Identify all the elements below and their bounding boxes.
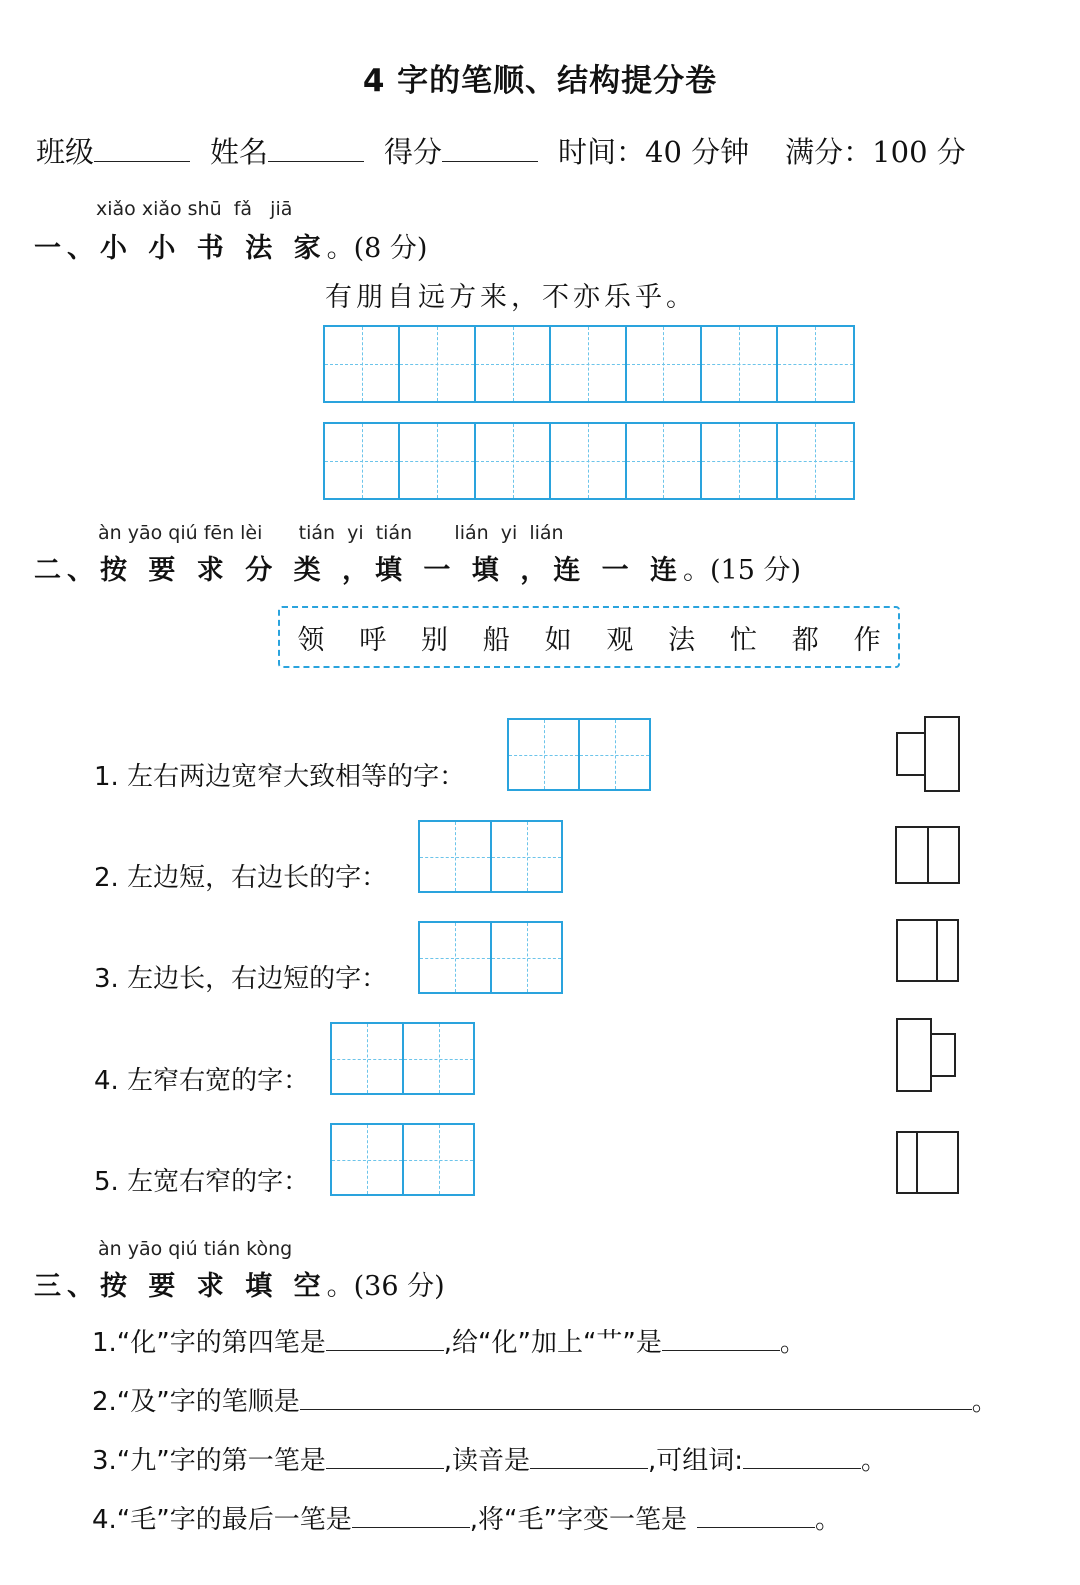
structure-box-left bbox=[896, 919, 938, 982]
writing-grid-row-1[interactable] bbox=[323, 325, 855, 403]
grid-cell[interactable] bbox=[492, 923, 561, 992]
word-bank-char[interactable]: 法 bbox=[668, 624, 696, 656]
copy-sentence: 有朋自远方来，不亦乐乎。 bbox=[325, 282, 697, 313]
time-text: 时间：40 分钟 bbox=[558, 135, 750, 169]
classify-question-1: 1. 左右两边宽窄大致相等的字： bbox=[94, 762, 466, 792]
section3-score: 。(36 分) bbox=[326, 1271, 445, 1302]
class-blank[interactable] bbox=[94, 135, 190, 162]
structure-box-left bbox=[896, 1131, 918, 1194]
word-bank-char[interactable]: 呼 bbox=[359, 624, 387, 656]
grid-cell[interactable] bbox=[476, 424, 551, 498]
grid-cell[interactable] bbox=[404, 1024, 473, 1093]
section2-title-text: 二、按 要 求 分 类 ，填 一 填 ，连 一 连 bbox=[34, 555, 683, 586]
section1-pinyin: xiǎo xiǎo shū fǎ jiā bbox=[96, 198, 293, 220]
fill-q3-text-c: ,可组词: bbox=[648, 1446, 744, 1476]
fill-blank[interactable] bbox=[300, 1385, 972, 1410]
fill-blank[interactable] bbox=[530, 1444, 648, 1469]
structure-box-right bbox=[930, 1033, 956, 1077]
word-bank-char[interactable]: 忙 bbox=[729, 624, 757, 656]
grid-cell[interactable] bbox=[778, 327, 853, 401]
classify-question-5: 5. 左宽右窄的字： bbox=[94, 1167, 310, 1197]
classify-question-2: 2. 左边短，右边长的字： bbox=[94, 863, 388, 893]
word-bank-char[interactable]: 船 bbox=[482, 624, 510, 656]
page-title: 4 字的笔顺、结构提分卷 bbox=[362, 63, 718, 99]
fill-blank[interactable] bbox=[326, 1444, 444, 1469]
fill-q1-text-a: 1.“化”字的第四笔是 bbox=[92, 1328, 326, 1358]
name-blank[interactable] bbox=[268, 135, 364, 162]
grid-cell[interactable] bbox=[551, 424, 626, 498]
grid-cell[interactable] bbox=[420, 923, 492, 992]
grid-cell[interactable] bbox=[627, 327, 702, 401]
fill-question-4 bbox=[92, 1499, 841, 1536]
grid-cell[interactable] bbox=[702, 424, 777, 498]
grid-cell[interactable] bbox=[778, 424, 853, 498]
header-info bbox=[36, 130, 966, 171]
section2-score: 。(15 分) bbox=[683, 555, 802, 586]
grid-cell[interactable] bbox=[702, 327, 777, 401]
answer-grid-2[interactable] bbox=[418, 820, 563, 893]
section3-title-text: 三、按 要 求 填 空 bbox=[34, 1271, 327, 1302]
fill-q3-text-a: 3.“九”字的第一笔是 bbox=[92, 1446, 326, 1476]
period: 。 bbox=[779, 1328, 806, 1358]
fill-blank[interactable] bbox=[352, 1503, 470, 1528]
writing-grid-row-2[interactable] bbox=[323, 422, 855, 500]
grid-cell[interactable] bbox=[325, 424, 400, 498]
word-bank-char[interactable]: 如 bbox=[544, 624, 572, 656]
grid-cell[interactable] bbox=[404, 1125, 473, 1194]
grid-cell[interactable] bbox=[492, 822, 561, 891]
period: 。 bbox=[814, 1505, 841, 1535]
grid-cell[interactable] bbox=[325, 327, 400, 401]
grid-cell[interactable] bbox=[420, 822, 492, 891]
fill-q3-text-b: ,读音是 bbox=[443, 1446, 531, 1476]
structure-box-left bbox=[895, 826, 929, 884]
grid-cell[interactable] bbox=[332, 1125, 404, 1194]
section1-score: 。(8 分) bbox=[326, 233, 428, 264]
fill-blank[interactable] bbox=[743, 1444, 861, 1469]
structure-box-right bbox=[936, 919, 959, 982]
fill-q2-text: 2.“及”字的笔顺是 bbox=[92, 1387, 300, 1417]
class-field bbox=[36, 130, 190, 171]
name-field bbox=[210, 130, 364, 171]
word-bank-char[interactable]: 领 bbox=[297, 624, 325, 656]
answer-grid-3[interactable] bbox=[418, 921, 563, 994]
structure-box-right bbox=[924, 716, 960, 792]
structure-diagram-left-long-right-short[interactable] bbox=[896, 1018, 960, 1092]
section3-title bbox=[34, 1264, 445, 1303]
classify-question-3: 3. 左边长，右边短的字： bbox=[94, 964, 388, 994]
fill-q1-text-b: ,给“化”加上“艹”是 bbox=[443, 1328, 662, 1358]
section2-pinyin: àn yāo qiú fēn lèi tián yi tián lián yi lián bbox=[98, 522, 564, 544]
grid-cell[interactable] bbox=[551, 327, 626, 401]
answer-grid-4[interactable] bbox=[330, 1022, 475, 1095]
name-label: 姓名 bbox=[210, 135, 269, 169]
section2-title bbox=[34, 548, 801, 587]
fill-blank[interactable] bbox=[326, 1326, 444, 1351]
answer-grid-1[interactable] bbox=[507, 718, 651, 791]
answer-grid-5[interactable] bbox=[330, 1123, 475, 1196]
fill-q4-text-b: ,将“毛”字变一笔是 bbox=[469, 1505, 687, 1535]
score-field bbox=[384, 130, 538, 171]
structure-box-right bbox=[927, 826, 960, 884]
structure-diagram-left-short-right-long[interactable] bbox=[896, 716, 960, 792]
grid-cell[interactable] bbox=[627, 424, 702, 498]
structure-diagram-narrow-wide[interactable] bbox=[896, 1131, 959, 1194]
period: 。 bbox=[861, 1446, 888, 1476]
word-bank-char[interactable]: 观 bbox=[606, 624, 634, 656]
fill-q4-text-a: 4.“毛”字的最后一笔是 bbox=[92, 1505, 352, 1535]
word-bank bbox=[278, 606, 900, 668]
period: 。 bbox=[971, 1387, 998, 1417]
word-bank-char[interactable]: 作 bbox=[853, 624, 881, 656]
word-bank-char[interactable]: 别 bbox=[420, 624, 448, 656]
fill-question-2 bbox=[92, 1381, 998, 1418]
full-score-text: 满分：100 分 bbox=[785, 135, 966, 169]
score-label: 得分 bbox=[384, 135, 443, 169]
score-blank[interactable] bbox=[442, 135, 538, 162]
structure-diagram-equal-halves[interactable] bbox=[895, 826, 960, 884]
grid-cell[interactable] bbox=[332, 1024, 404, 1093]
classify-question-4: 4. 左窄右宽的字： bbox=[94, 1066, 310, 1096]
grid-cell[interactable] bbox=[400, 327, 475, 401]
fill-question-1 bbox=[92, 1322, 806, 1359]
class-label: 班级 bbox=[36, 135, 95, 169]
word-bank-char[interactable]: 都 bbox=[791, 624, 819, 656]
section3-pinyin: àn yāo qiú tián kòng bbox=[98, 1238, 293, 1260]
grid-cell[interactable] bbox=[580, 720, 649, 789]
grid-cell[interactable] bbox=[476, 327, 551, 401]
grid-cell[interactable] bbox=[400, 424, 475, 498]
fill-blank[interactable] bbox=[697, 1503, 815, 1528]
section1-title-text: 一、小 小 书 法 家 bbox=[34, 233, 327, 264]
fill-question-3 bbox=[92, 1440, 887, 1477]
structure-box-left bbox=[896, 1018, 932, 1092]
section1-title bbox=[34, 226, 427, 265]
grid-cell[interactable] bbox=[509, 720, 580, 789]
fill-blank[interactable] bbox=[662, 1326, 780, 1351]
structure-box-right bbox=[916, 1131, 959, 1194]
structure-box-left bbox=[896, 732, 926, 776]
structure-diagram-wide-narrow[interactable] bbox=[896, 919, 959, 982]
